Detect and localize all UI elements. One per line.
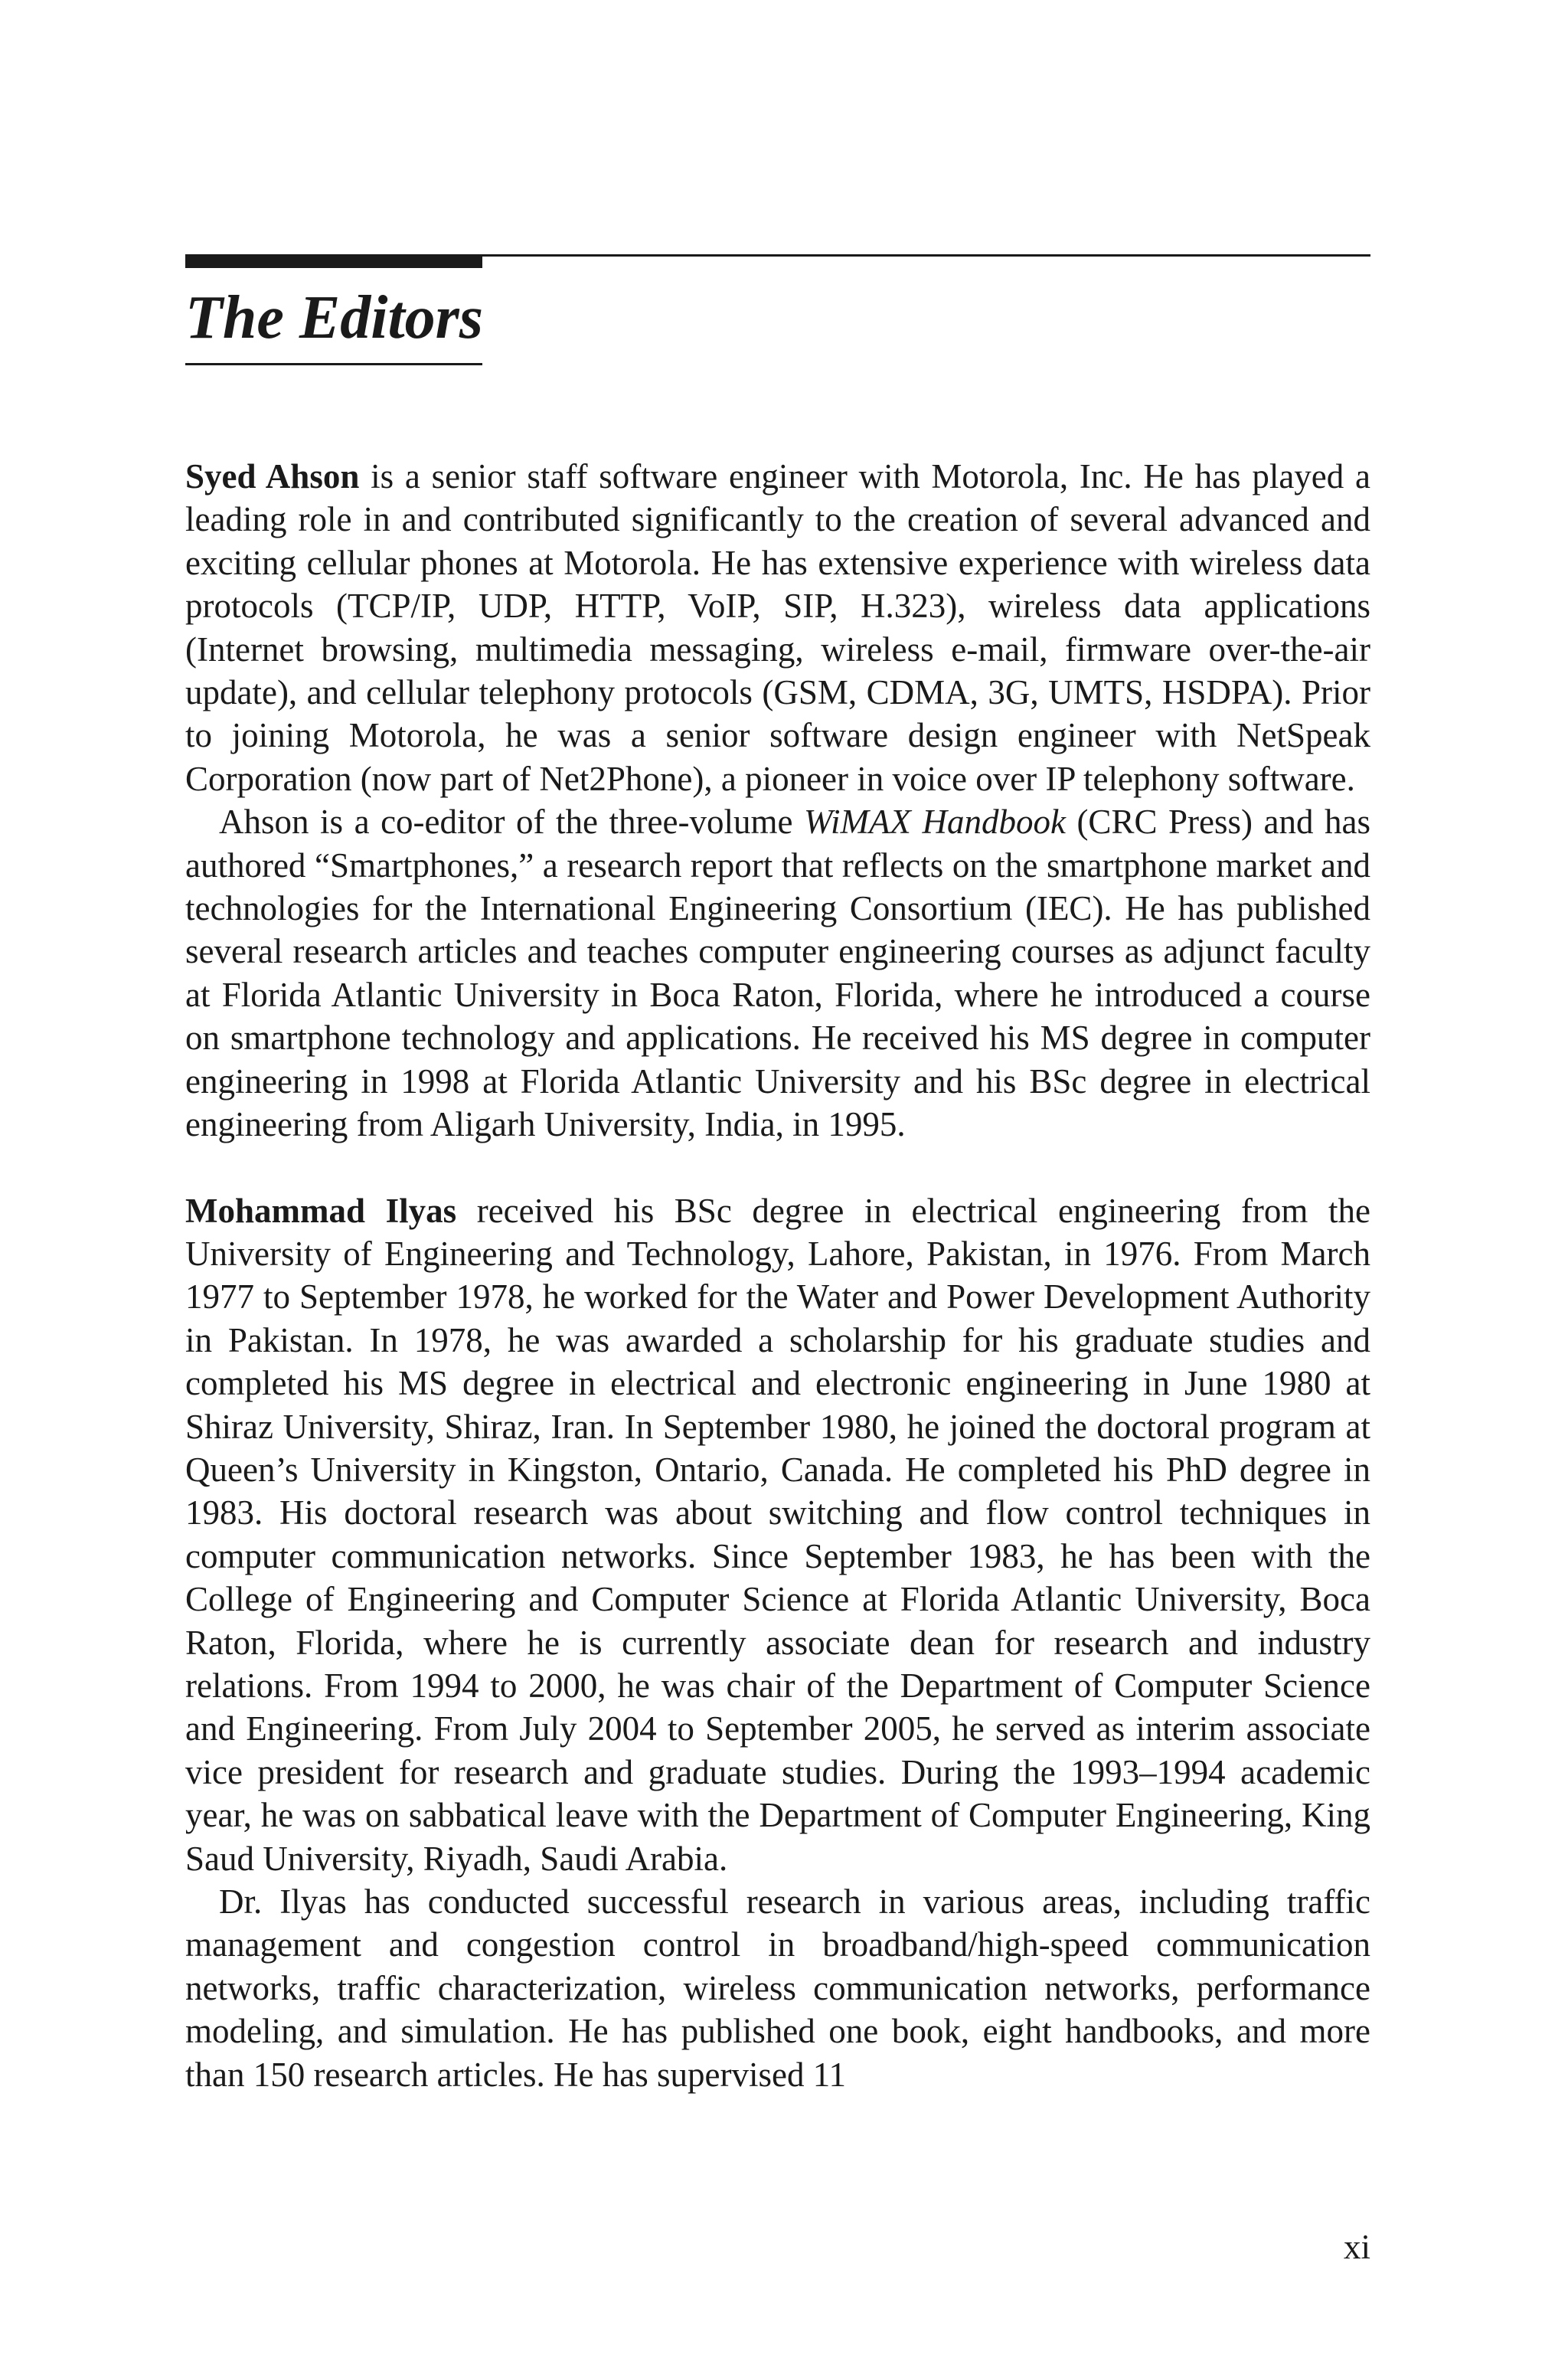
- title-underline: [185, 363, 482, 365]
- body-text: [185, 455, 1370, 2096]
- chapter-title: The Editors: [185, 284, 483, 352]
- chapter-rule-thin: [482, 254, 1370, 257]
- bio-name-ahson: Syed Ahson: [185, 457, 360, 496]
- book-title-wimax: WiMAX Handbook: [803, 803, 1066, 842]
- bio-ilyas-paragraph-1-text: received his BSc degree in electrical engineering from the University of Engineering and Technology, Lahore, Pakistan, in 1976. From March 1977 to September 1978, he worked for the Water and Power Development Authority in Pakistan. In 1978, he was awarded a scholarship for his graduate studies and completed his MS degree in electrical and electronic engineering in June 1980 at Shiraz University, Shiraz, Iran. In September 1980, he joined the doctoral program at Queen’s University in Kingston, Ontario, Canada. He completed his PhD degree in 1983. His doctoral research was about switching and flow control techniques in computer communication networks. Since September 1983, he has been with the College of Engineering and Computer Science at Florida Atlantic University, Boca Raton, Florida, where he is currently associate dean for research and industry relations. From 1994 to 2000, he was chair of the Department of Computer Science and Engineering. From July 2004 to September 2005, he served as interim associate vice president for research and graduate studies. During the 1993–1994 academic year, he was on sabbatical leave with the Department of Computer Engineering, King Saud University, Riyadh, Saudi Arabia.: [185, 1191, 1370, 1878]
- bio-ahson-paragraph-2-text-a: Ahson is a co-editor of the three-volume: [219, 803, 804, 842]
- bio-ilyas-paragraph-2: Dr. Ilyas has conducted successful research in various areas, including traffic management and congestion control in broadband/high-speed communication networks, traffic characterization, wireless communication networks, performance modeling, and simulation. He has published one book, eight handbooks, and more than 150 research articles. He has supervised 11: [185, 1882, 1370, 2094]
- chapter-rule-thick: [185, 254, 482, 268]
- page-number: xi: [1343, 2228, 1370, 2266]
- bio-name-ilyas: Mohammad Ilyas: [185, 1191, 457, 1230]
- bio-ahson-paragraph-2: [185, 800, 1370, 1146]
- bio-ahson-paragraph-2-text-b: (CRC Press) and has authored “Smartphones,” a research report that reflects on the smartphone market and technologies for the International Engineering Consortium (IEC). He has published several research articles and teaches computer engineering courses as adjunct faculty at Florida Atlantic University in Boca Raton, Florida, where he introduced a course on smartphone technology and applications. He received his MS degree in computer engineering in 1998 at Florida Atlantic University and his BSc degree in electrical engineering from Aligarh University, India, in 1995.: [185, 803, 1371, 1144]
- bio-ahson-paragraph-1-text: is a senior staff software engineer with Motorola, Inc. He has played a leading role in and contributed significantly to the creation of several advanced and exciting cellular phones at Motorola. He has extensive experience with wireless data protocols (TCP/IP, UDP, HTTP, VoIP, SIP, H.323), wireless data applications (Internet browsing, multimedia messaging, wireless e-mail, firmware over-the-air update), and cellular telephony protocols (GSM, CDMA, 3G, UMTS, HSDPA). Prior to joining Motorola, he was a senior software design engineer with NetSpeak Corporation (now part of Net2Phone), a pioneer in voice over IP telephony software.: [185, 457, 1370, 798]
- bio-ahson-paragraph-1: [185, 455, 1370, 800]
- bio-ilyas-paragraph-1: [185, 1189, 1370, 1881]
